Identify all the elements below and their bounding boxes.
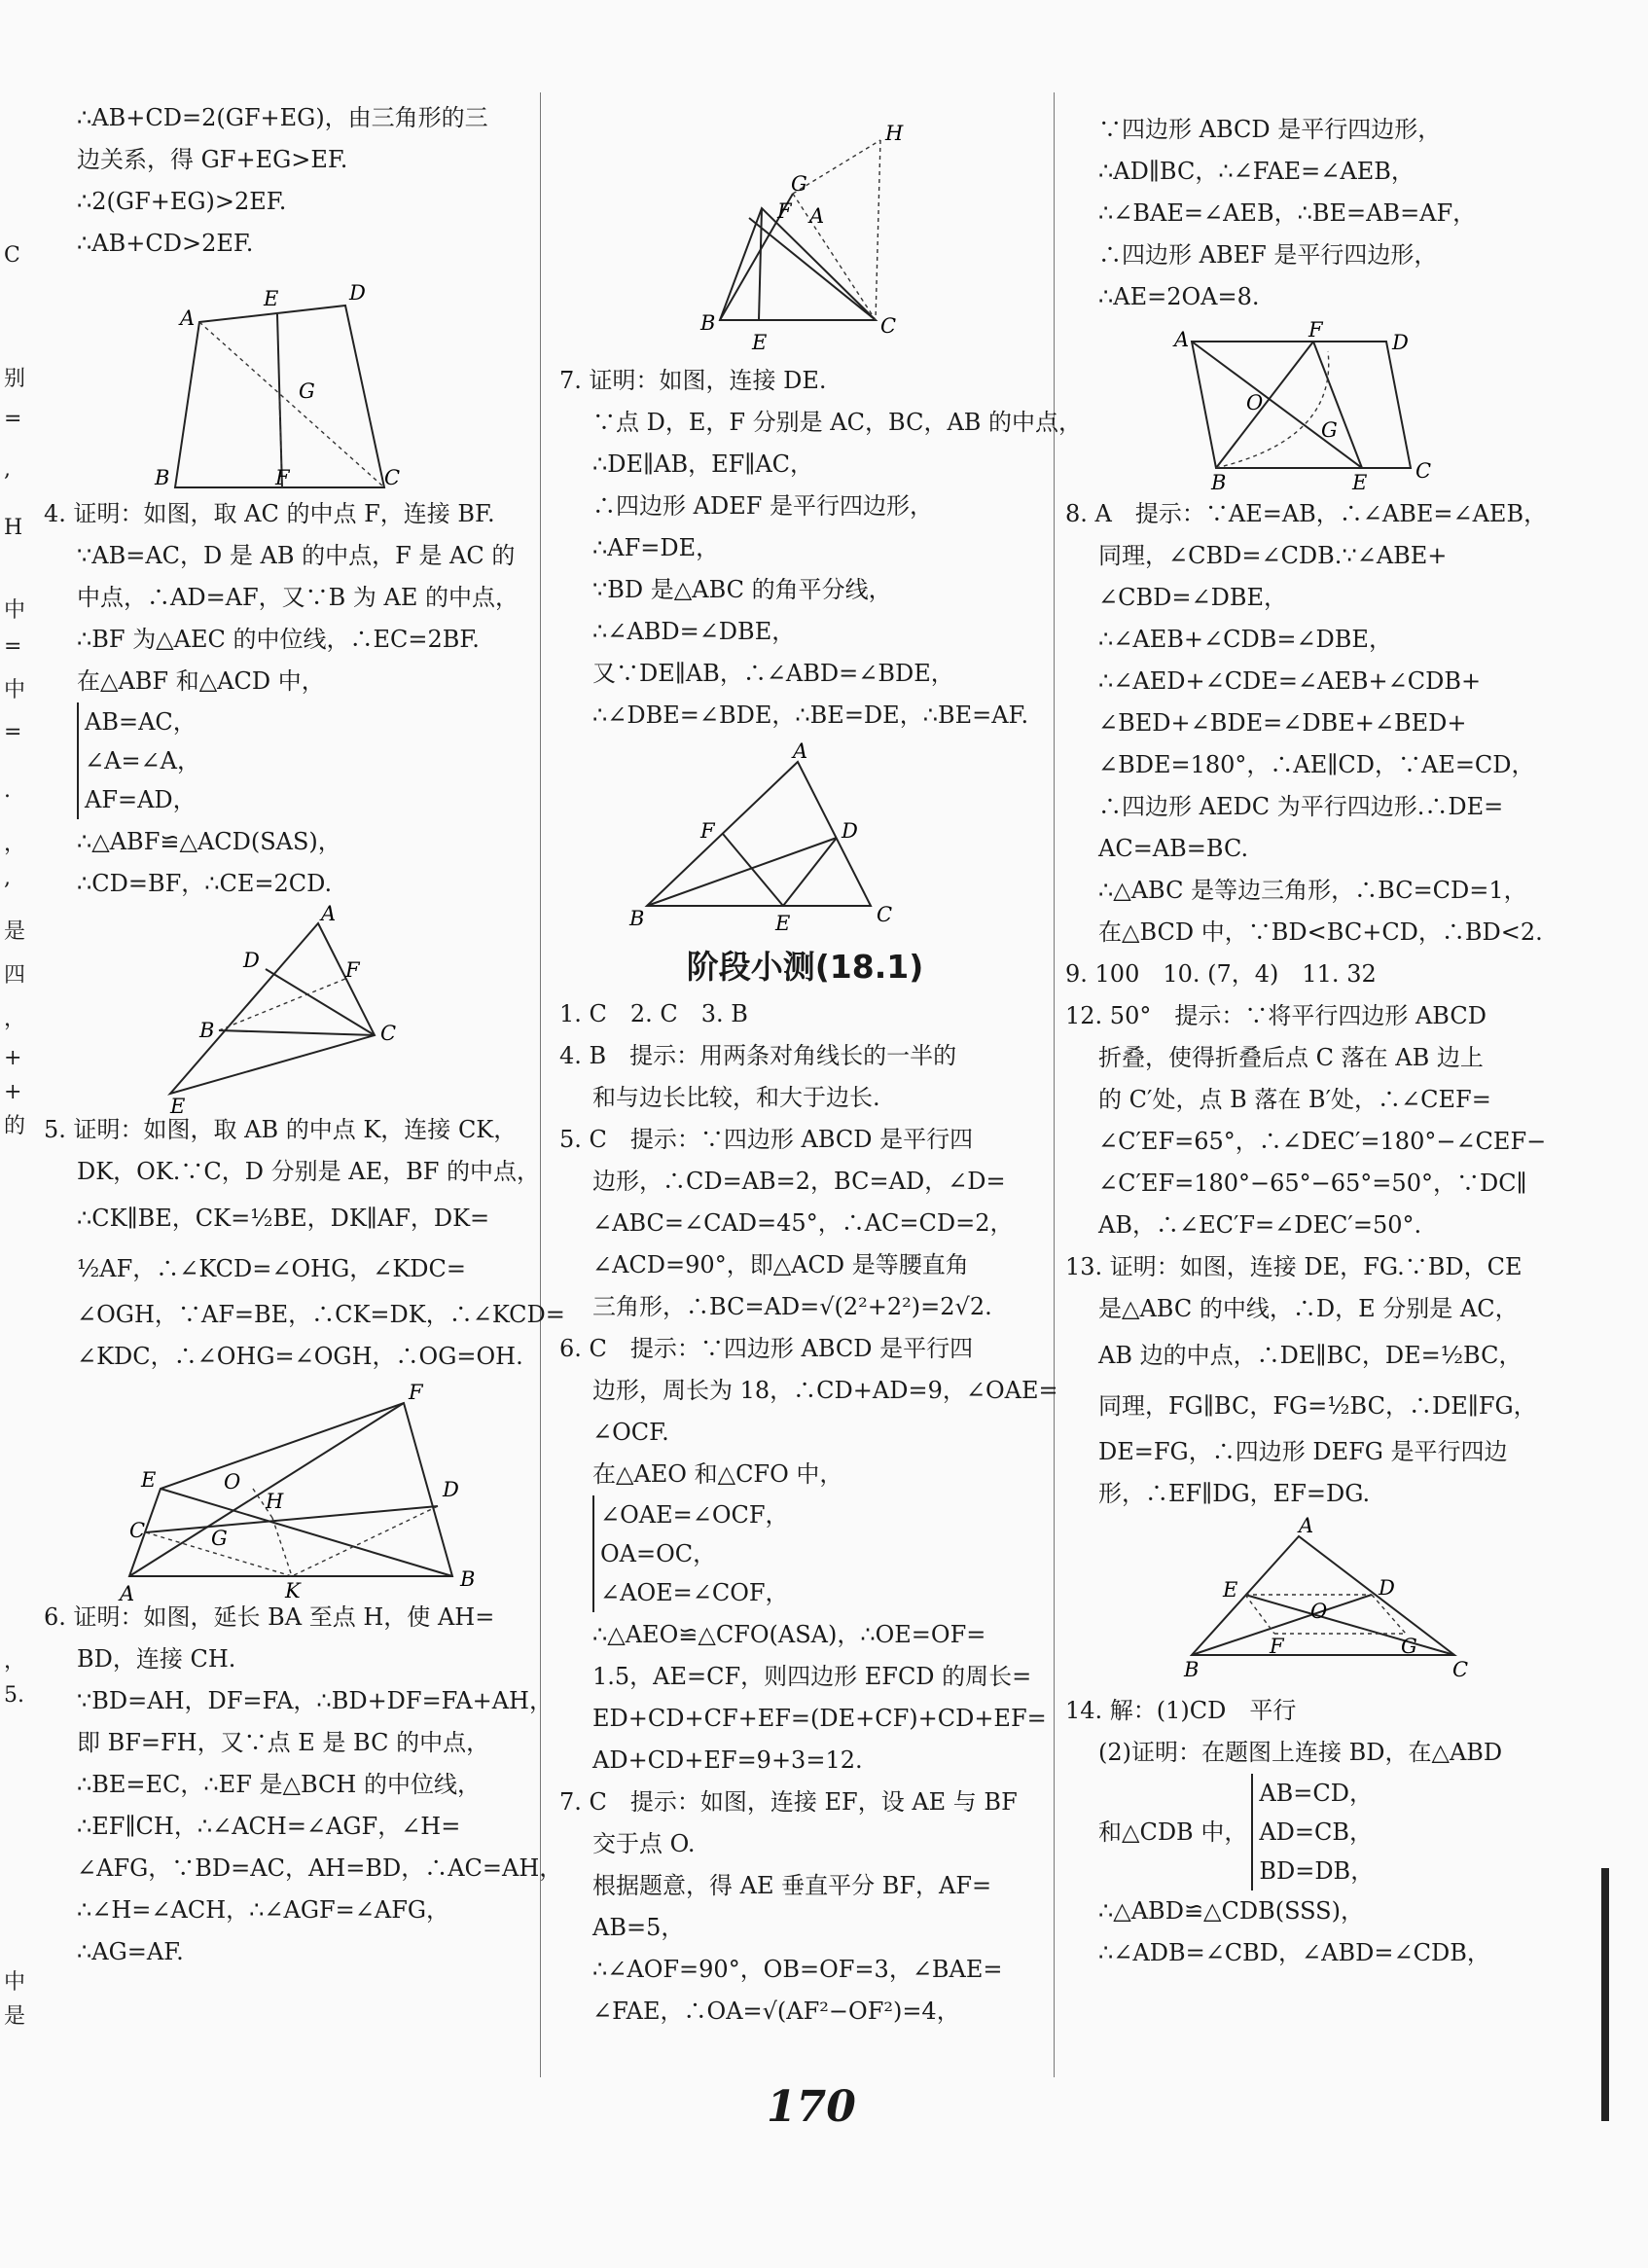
point-label: G [299, 379, 315, 403]
text-line: 边形，周长为 18，∴CD+AD=9，∠OAE= [592, 1377, 1058, 1404]
text-line: ∴△ABC 是等边三角形，∴BC=CD=1， [1098, 877, 1527, 904]
point-label: F [275, 466, 290, 489]
point-label: E [775, 912, 791, 935]
margin-fragment: . [4, 778, 11, 803]
point-label: A [180, 306, 196, 330]
text-line: AC=AB=BC. [1098, 835, 1249, 862]
text-line: 又∵DE∥AB，∴∠ABD=∠BDE， [592, 660, 954, 687]
point-label: D [842, 819, 858, 843]
text-line: AB=5， [592, 1914, 685, 1941]
column-divider [1054, 92, 1055, 2077]
point-label: D [443, 1478, 459, 1501]
text-line: 中点，∴AD=AF，又∵B 为 AE 的中点， [77, 584, 519, 611]
text-line: 边关系，得 GF+EG>EF. [77, 146, 348, 173]
text-line: ∴AG=AF. [77, 1938, 184, 1965]
equation: ∠OAE=∠OCF， [600, 1501, 789, 1529]
point-label: C [877, 903, 893, 926]
text-line: ∵AB=AC，D 是 AB 的中点，F 是 AC 的 [77, 542, 516, 569]
column-3 [1065, 109, 1610, 1974]
equation: AB=AC， [85, 708, 197, 736]
text-line: ∵BD 是△ABC 的角平分线， [592, 576, 892, 603]
margin-fragment: 中 [4, 598, 26, 623]
point-label: O [224, 1470, 241, 1494]
text-line: ∠BDE=180°，∴AE∥CD，∵AE=CD， [1098, 751, 1535, 778]
left-margin-cropped-text [0, 0, 31, 2268]
text-line: ∴△AEO≌△CFO(ASA)，∴OE=OF= [592, 1621, 986, 1648]
text-line: ∴∠ADB=∠CBD，∠ABD=∠CDB， [1098, 1939, 1490, 1966]
equation-system [1065, 1774, 1610, 1890]
text-line: 形，∴EF∥DG，EF=DG. [1098, 1480, 1371, 1507]
figure-triangle-bch [559, 111, 1051, 354]
point-label: B [460, 1567, 476, 1591]
equation: AD=CB， [1259, 1818, 1374, 1846]
text-line: ∴∠BAE=∠AEB，∴BE=AB=AF， [1098, 199, 1477, 227]
margin-fragment: 是 [4, 919, 26, 944]
page-number: 170 [767, 2082, 856, 2132]
point-label: C [129, 1519, 146, 1542]
equation: ∠AOE=∠COF， [600, 1579, 789, 1606]
figure-triangle-abc-midpoints [559, 740, 1051, 940]
text-line: ∴∠AED+∠CDE=∠AEB+∠CDB+ [1098, 667, 1482, 695]
point-label: C [880, 314, 897, 338]
point-label: B [1211, 471, 1227, 494]
margin-fragment: 5. [4, 1683, 24, 1708]
margin-fragment: , [4, 866, 11, 890]
text-line: ∴BE=EC，∴EF 是△BCH 的中位线， [77, 1771, 481, 1798]
question-line: 4. B 提示：用两条对角线长的一半的 [559, 1042, 957, 1069]
text-line: ∴AF=DE， [592, 534, 720, 561]
text-line: ∴AE=2OA=8. [1098, 283, 1260, 310]
point-label: B [155, 466, 170, 489]
point-label: D [243, 949, 260, 972]
margin-fragment: ， [4, 832, 26, 856]
figure-quadrilateral-abfe [44, 1381, 530, 1605]
text-line: 和△CDB 中， [1098, 1818, 1248, 1846]
text-line: ∠C′EF=65°，∴∠DEC′=180°−∠CEF− [1098, 1128, 1547, 1155]
point-label: F [700, 819, 715, 843]
figure-triangle-defg [1065, 1514, 1610, 1684]
text-line: 1.5，AE=CF，则四边形 EFCD 的周长= [592, 1663, 1032, 1690]
text-line: ∴△ABD≌△CDB(SSS)， [1098, 1897, 1364, 1925]
text-line: ∠OGH，∵AF=BE，∴CK=DK，∴∠KCD= [77, 1301, 565, 1328]
text-line: ∴∠ABD=∠DBE， [592, 618, 796, 645]
figure-parallelogram-abcd [1065, 318, 1610, 494]
question-line: 13. 证明：如图，连接 DE，FG.∵BD，CE [1065, 1253, 1523, 1280]
text-line: 折叠，使得折叠后点 C 落在 AB 边上 [1098, 1044, 1484, 1071]
point-label: C [1452, 1658, 1469, 1681]
text-line: ∠ABC=∠CAD=45°，∴AC=CD=2， [592, 1209, 1014, 1237]
point-label: G [791, 172, 807, 196]
point-label: H [266, 1490, 284, 1513]
question-line: 6. 证明：如图，延长 BA 至点 H，使 AH= [44, 1603, 495, 1631]
point-label: C [384, 466, 401, 489]
text-line: ∴四边形 ABEF 是平行四边形， [1098, 241, 1438, 269]
equation: ∠A=∠A， [85, 747, 200, 774]
margin-fragment: 四 [4, 963, 26, 988]
text-line: ∠OCF. [592, 1419, 669, 1446]
column-2 [559, 107, 1083, 2033]
point-label: C [1415, 459, 1432, 483]
text-line: ∴EF∥CH，∴∠ACH=∠AGF，∠H= [77, 1813, 461, 1840]
text-line: ∴∠AEB+∠CDB=∠DBE， [1098, 626, 1392, 653]
point-label: B [629, 907, 645, 930]
margin-fragment: = [4, 407, 22, 431]
margin-fragment: 别 [4, 367, 26, 391]
equation-system [44, 702, 530, 821]
column-1 [44, 97, 565, 1973]
point-label: E [1223, 1578, 1238, 1602]
margin-fragment: ， [4, 1007, 26, 1031]
text-line: ∠AFG，∵BD=AC，AH=BD，∴AC=AH， [77, 1854, 563, 1882]
margin-fragment: 中 [4, 678, 26, 702]
answers-line: 9. 100 10. (7，4) 11. 32 [1065, 960, 1377, 988]
point-label: E [264, 287, 279, 310]
point-label: G [211, 1527, 228, 1550]
point-label: F [1270, 1635, 1284, 1658]
text-line: ∴∠AOF=90°，OB=OF=3，∠BAE= [592, 1956, 1003, 1983]
text-line: ½AF，∴∠KCD=∠OHG，∠KDC= [77, 1255, 466, 1282]
margin-fragment: 的 [4, 1114, 26, 1138]
text-line: ∠C′EF=180°−65°−65°=50°，∵DC∥ [1098, 1170, 1527, 1197]
section-title: 阶段小测(18.1) [686, 948, 924, 986]
margin-fragment: , [4, 457, 11, 482]
text-line: 根据题意，得 AE 垂直平分 BF，AF= [592, 1872, 992, 1899]
text-line: ∴AB+CD=2(GF+EG)，由三角形的三 [77, 104, 488, 131]
point-label: F [1308, 318, 1323, 342]
text-line: ∠FAE，∴OA=√(AF²−OF²)=4， [592, 1998, 960, 2025]
text-line: BD，连接 CH. [77, 1645, 236, 1673]
point-label: D [349, 281, 366, 305]
margin-fragment: ， [4, 1649, 26, 1674]
point-label: D [1392, 331, 1409, 354]
text-line: ∠ACD=90°，即△ACD 是等腰直角 [592, 1251, 969, 1278]
point-label: E [1352, 471, 1368, 494]
text-line: ∴BF 为△AEC 的中位线，∴EC=2BF. [77, 626, 480, 653]
point-label: O [1246, 391, 1264, 414]
margin-fragment: + [4, 1046, 22, 1070]
equation: OA=OC， [600, 1540, 717, 1567]
answers-line: 1. C 2. C 3. B [559, 1000, 748, 1027]
text-line: ∴AB+CD>2EF. [77, 230, 254, 257]
text-line: ∴△ABF≌△ACD(SAS)， [77, 828, 341, 855]
point-label: O [1310, 1600, 1328, 1623]
point-label: D [1379, 1576, 1395, 1600]
question-line: 5. C 提示：∵四边形 ABCD 是平行四 [559, 1126, 974, 1153]
text-line: AB，∴∠EC′F=∠DEC′=50°. [1098, 1211, 1422, 1239]
text-line: ∴DE∥AB，EF∥AC， [592, 450, 814, 478]
text-line: ED+CD+CF+EF=(DE+CF)+CD+EF= [592, 1705, 1047, 1732]
text-line: ∠BED+∠BDE=∠DBE+∠BED+ [1098, 709, 1467, 737]
point-label: F [777, 199, 792, 223]
point-label: A [1299, 1514, 1314, 1537]
point-label: C [380, 1022, 397, 1045]
question-line: 14. 解：(1)CD 平行 [1065, 1697, 1297, 1724]
margin-fragment: = [4, 634, 22, 659]
text-line: ∴四边形 AEDC 为平行四边形.∴DE= [1098, 793, 1504, 820]
question-line: 4. 证明：如图，取 AC 的中点 F，连接 BF. [44, 500, 495, 527]
question-line: 7. 证明：如图，连接 DE. [559, 367, 827, 394]
text-line: 边形，∴CD=AB=2，BC=AD，∠D= [592, 1168, 1006, 1195]
question-line: 7. C 提示：如图，连接 EF，设 AE 与 BF [559, 1788, 1018, 1816]
text-line: 在△BCD 中，∵BD<BC+CD，∴BD<2. [1098, 918, 1543, 946]
margin-fragment: H [4, 516, 23, 540]
figure-triangle-ace [44, 902, 530, 1118]
point-label: E [141, 1468, 157, 1492]
text-line: 和与边长比较，和大于边长. [592, 1084, 880, 1111]
text-line: DE=FG，∴四边形 DEFG 是平行四边 [1098, 1438, 1508, 1465]
text-line: ∠KDC，∴∠OHG=∠OGH，∴OG=OH. [77, 1343, 523, 1370]
text-line: AD+CD+EF=9+3=12. [592, 1746, 863, 1774]
text-line: 交于点 O. [592, 1830, 696, 1857]
point-label: A [793, 739, 808, 763]
text-line: DK，OK.∵C，D 分别是 AE，BF 的中点， [77, 1158, 541, 1185]
equation-system [559, 1495, 1051, 1614]
text-line: ∴2(GF+EG)>2EF. [77, 188, 287, 215]
text-line: ∴∠DBE=∠BDE，∴BE=DE，∴BE=AF. [592, 702, 1029, 729]
column-divider [540, 92, 541, 2077]
point-label: A [120, 1582, 135, 1605]
text-line: 同理，∠CBD=∠CDB.∵∠ABE+ [1098, 542, 1448, 569]
text-line: AB 边的中点，∴DE∥BC，DE=½BC， [1098, 1342, 1523, 1369]
text-line: ∵BD=AH，DF=FA，∴BD+DF=FA+AH， [77, 1687, 553, 1714]
point-label: F [345, 958, 360, 982]
point-label: B [199, 1019, 215, 1042]
point-label: A [321, 902, 337, 925]
point-label: B [700, 311, 716, 335]
point-label: K [285, 1579, 301, 1602]
text-line: 即 BF=FH，又∵点 E 是 BC 的中点， [77, 1729, 490, 1756]
point-label: A [809, 204, 825, 228]
point-label: H [885, 122, 904, 145]
margin-fragment: 是 [4, 2004, 26, 2029]
figure-quadrilateral-efg [44, 269, 530, 487]
text-line: 同理，FG∥BC，FG=½BC，∴DE∥FG， [1098, 1392, 1537, 1420]
text-line: 三角形，∴BC=AD=√(2²+2²)=2√2. [592, 1293, 992, 1320]
text-line: ∴四边形 ADEF 是平行四边形， [592, 492, 934, 520]
text-line: ∠CBD=∠DBE， [1098, 584, 1287, 611]
margin-fragment: = [4, 720, 22, 744]
text-line: ∵四边形 ABCD 是平行四边形， [1098, 116, 1442, 143]
text-line: ∴AD∥BC，∴∠FAE=∠AEB， [1098, 158, 1415, 185]
point-label: G [1321, 418, 1338, 442]
text-line: ∴∠H=∠ACH，∴∠AGF=∠AFG， [77, 1896, 450, 1924]
margin-fragment: C [4, 243, 20, 268]
equation: BD=DB， [1259, 1857, 1375, 1885]
point-label: A [1174, 328, 1190, 351]
point-label: B [1184, 1658, 1200, 1681]
question-line: 12. 50° 提示：∵将平行四边形 ABCD [1065, 1002, 1487, 1029]
text-line: 在△AEO 和△CFO 中， [592, 1460, 843, 1488]
text-line: ∵点 D，E，F 分别是 AC，BC，AB 的中点， [592, 409, 1083, 436]
question-line: 6. C 提示：∵四边形 ABCD 是平行四 [559, 1335, 974, 1362]
text-line: (2)证明：在题图上连接 BD，在△ABD [1098, 1739, 1503, 1766]
text-line: 在△ABF 和△ACD 中， [77, 667, 325, 695]
question-line: 8. A 提示：∵AE=AB，∴∠ABE=∠AEB， [1065, 500, 1548, 527]
text-line: 是△ABC 的中线，∴D，E 分别是 AC， [1098, 1295, 1519, 1322]
point-label: G [1401, 1635, 1417, 1658]
equation: AB=CD， [1259, 1780, 1374, 1807]
margin-fragment: 中 [4, 1970, 26, 1995]
point-label: E [752, 331, 768, 354]
text-line: ∴CD=BF，∴CE=2CD. [77, 870, 333, 897]
point-label: E [170, 1095, 186, 1118]
margin-fragment: + [4, 1080, 22, 1104]
equation: AF=AD， [85, 786, 197, 813]
text-line: ∴CK∥BE，CK=½BE，DK∥AF，DK= [77, 1205, 490, 1232]
point-label: F [409, 1381, 423, 1404]
text-line: 的 C′处，点 B 落在 B′处，∴∠CEF= [1098, 1086, 1491, 1113]
question-line: 5. 证明：如图，取 AB 的中点 K，连接 CK， [44, 1116, 518, 1143]
